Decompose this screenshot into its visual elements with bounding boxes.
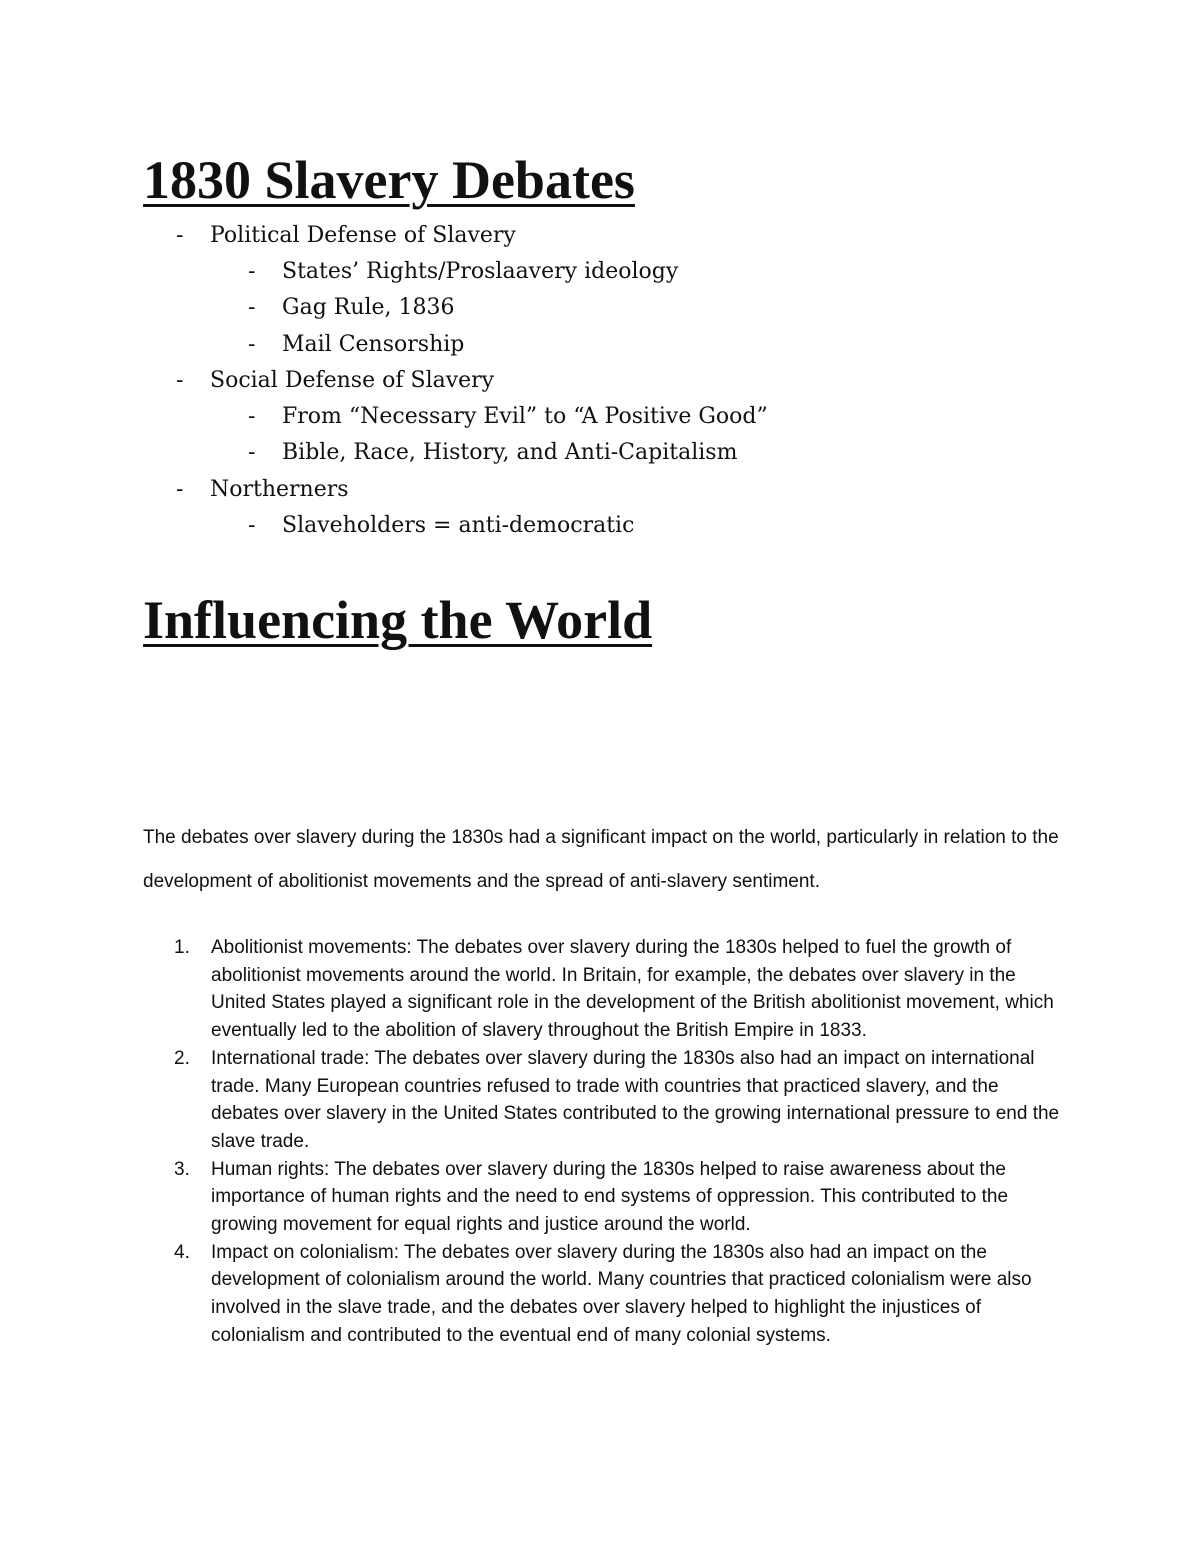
bullet-dash: - [248, 259, 256, 284]
numbered-list-item [0, 1239, 1071, 1350]
list-item-text: International trade: The debates over slavery during the 1830s also had an impact on international trade. Many European countries refused to trade with countries that practiced slavery, and the debates over slavery in the United States contributed to the growing international pressure to end the slave trade. [211, 1047, 1060, 1152]
list-item-text: Impact on colonialism: The debates over slavery during the 1830s also had an impact on the development of colonialism around the world. Many countries that practiced colonialism were also involved in the slave trade, and the debates over slavery helped to highlight the injustices of colonialism and contributed to the eventual end of many colonial systems. [211, 1241, 1032, 1346]
outline-item-text: Northerners [210, 477, 349, 502]
outline-item-text: Social Defense of Slavery [210, 368, 495, 393]
numbered-list-item [0, 1045, 1071, 1156]
outline-subitem-text: From “Necessary Evil” to “A Positive Good” [282, 404, 768, 429]
bullet-dash: - [248, 404, 256, 429]
outline-subitem-text: Slaveholders = anti-democratic [282, 513, 635, 538]
intro-paragraph: The debates over slavery during the 1830s had a significant impact on the world, particularly in relation to the development of abolitionist movements and the spread of anti-slavery sentiment. [143, 827, 1059, 892]
list-number: 2. [174, 1047, 190, 1069]
list-number: 3. [174, 1158, 190, 1180]
outline-item-text: Political Defense of Slavery [210, 223, 516, 248]
bullet-dash: - [248, 440, 256, 465]
section-title-influencing-world: Influencing the World [143, 590, 653, 650]
outline-subitem-text: Bible, Race, History, and Anti-Capitalism [282, 440, 738, 465]
bullet-dash: - [248, 295, 256, 320]
list-number: 4. [174, 1241, 190, 1263]
numbered-list-item [0, 1156, 1071, 1239]
outline-subitem-text: Mail Censorship [282, 332, 465, 357]
section-title-slavery-debates: 1830 Slavery Debates [143, 150, 635, 210]
bullet-dash: - [176, 223, 184, 248]
bullet-dash: - [176, 477, 184, 502]
outline-subitem-text: States’ Rights/Proslaavery ideology [282, 259, 679, 284]
outline-subitem-text: Gag Rule, 1836 [282, 295, 455, 320]
numbered-list-item [0, 934, 1071, 1045]
bullet-dash: - [248, 513, 256, 538]
list-number: 1. [174, 937, 190, 958]
bullet-dash: - [176, 368, 184, 393]
numbered-list [0, 934, 1200, 1350]
list-item-text: Abolitionist movements: The debates over slavery during the 1830s helped to fuel the growth of abolitionist movements around the world. In Britain, for example, the debates over slavery in the United States played a significant role in the development of the British abolitionist movement, which eventually led to the abolition of slavery throughout the British Empire in 1833. [211, 937, 1054, 1042]
bullet-dash: - [248, 332, 256, 357]
list-item-text: Human rights: The debates over slavery during the 1830s helped to raise awareness about the importance of human rights and the need to end systems of oppression. This contributed to the growing movement for equal rights and justice around the world. [211, 1158, 1009, 1236]
